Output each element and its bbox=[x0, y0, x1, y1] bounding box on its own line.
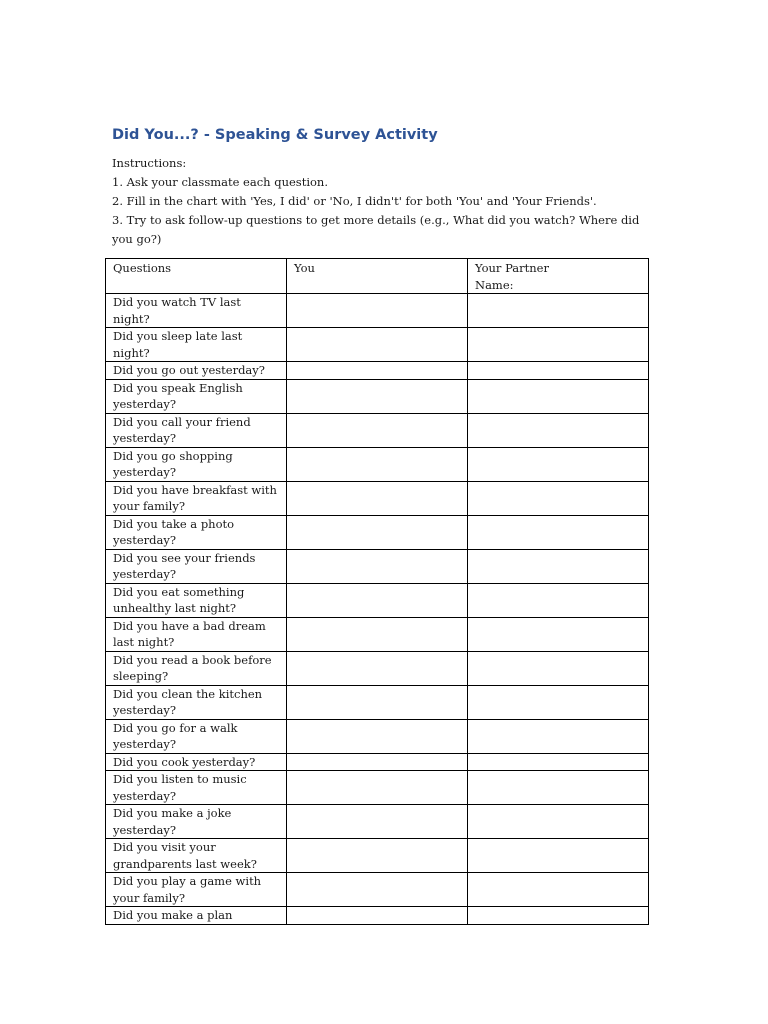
table-row bbox=[106, 753, 649, 771]
table-row bbox=[106, 685, 649, 719]
question-cell: Did you eat something unhealthy last night? bbox=[106, 583, 287, 617]
table-row bbox=[106, 583, 649, 617]
you-answer-cell[interactable] bbox=[287, 719, 468, 753]
question-cell: Did you clean the kitchen yesterday? bbox=[106, 685, 287, 719]
question-cell: Did you sleep late last night? bbox=[106, 328, 287, 362]
page-title: Did You...? - Speaking & Survey Activity bbox=[112, 127, 438, 143]
instruction-step-1: 1. Ask your classmate each question. bbox=[112, 175, 328, 189]
partner-answer-cell[interactable] bbox=[468, 651, 649, 685]
partner-answer-cell[interactable] bbox=[468, 873, 649, 907]
table-row bbox=[106, 719, 649, 753]
header-questions: Questions bbox=[106, 259, 287, 294]
question-cell: Did you make a plan bbox=[106, 907, 287, 925]
table-row bbox=[106, 413, 649, 447]
you-answer-cell[interactable] bbox=[287, 294, 468, 328]
header-you: You bbox=[287, 259, 468, 294]
you-answer-cell[interactable] bbox=[287, 617, 468, 651]
you-answer-cell[interactable] bbox=[287, 362, 468, 380]
partner-answer-cell[interactable] bbox=[468, 753, 649, 771]
you-answer-cell[interactable] bbox=[287, 907, 468, 925]
table-header-row bbox=[106, 259, 649, 294]
instruction-step-2: 2. Fill in the chart with 'Yes, I did' or 'No, I didn't' for both 'You' and 'Your Friends'. bbox=[112, 194, 597, 208]
partner-answer-cell[interactable] bbox=[468, 549, 649, 583]
question-cell: Did you have a bad dream last night? bbox=[106, 617, 287, 651]
you-answer-cell[interactable] bbox=[287, 379, 468, 413]
header-partner-label: Your Partner bbox=[475, 261, 549, 275]
table-row bbox=[106, 481, 649, 515]
partner-answer-cell[interactable] bbox=[468, 413, 649, 447]
instruction-step-3-line-1: 3. Try to ask follow-up questions to get more details (e.g., What did you watch? Where did bbox=[112, 213, 640, 227]
partner-answer-cell[interactable] bbox=[468, 771, 649, 805]
partner-answer-cell[interactable] bbox=[468, 617, 649, 651]
question-cell: Did you listen to music yesterday? bbox=[106, 771, 287, 805]
table-row bbox=[106, 379, 649, 413]
question-cell: Did you make a joke yesterday? bbox=[106, 805, 287, 839]
question-cell: Did you cook yesterday? bbox=[106, 753, 287, 771]
you-answer-cell[interactable] bbox=[287, 873, 468, 907]
question-cell: Did you take a photo yesterday? bbox=[106, 515, 287, 549]
instructions-heading: Instructions: bbox=[112, 156, 187, 170]
question-cell: Did you go shopping yesterday? bbox=[106, 447, 287, 481]
table-row bbox=[106, 907, 649, 925]
you-answer-cell[interactable] bbox=[287, 771, 468, 805]
table-row bbox=[106, 651, 649, 685]
table-row bbox=[106, 839, 649, 873]
question-cell: Did you go for a walk yesterday? bbox=[106, 719, 287, 753]
question-cell: Did you read a book before sleeping? bbox=[106, 651, 287, 685]
partner-answer-cell[interactable] bbox=[468, 328, 649, 362]
table-row bbox=[106, 515, 649, 549]
you-answer-cell[interactable] bbox=[287, 685, 468, 719]
partner-answer-cell[interactable] bbox=[468, 294, 649, 328]
partner-answer-cell[interactable] bbox=[468, 481, 649, 515]
table-row bbox=[106, 549, 649, 583]
partner-answer-cell[interactable] bbox=[468, 515, 649, 549]
table-row bbox=[106, 447, 649, 481]
table-row bbox=[106, 328, 649, 362]
you-answer-cell[interactable] bbox=[287, 413, 468, 447]
partner-answer-cell[interactable] bbox=[468, 907, 649, 925]
table-row bbox=[106, 617, 649, 651]
question-cell: Did you call your friend yesterday? bbox=[106, 413, 287, 447]
question-cell: Did you play a game with your family? bbox=[106, 873, 287, 907]
partner-answer-cell[interactable] bbox=[468, 447, 649, 481]
you-answer-cell[interactable] bbox=[287, 753, 468, 771]
header-your-partner bbox=[468, 259, 649, 294]
instruction-step-3-line-2: you go?) bbox=[112, 232, 162, 246]
you-answer-cell[interactable] bbox=[287, 481, 468, 515]
question-cell: Did you visit your grandparents last week? bbox=[106, 839, 287, 873]
question-cell: Did you watch TV last night? bbox=[106, 294, 287, 328]
table-row bbox=[106, 362, 649, 380]
partner-answer-cell[interactable] bbox=[468, 805, 649, 839]
partner-answer-cell[interactable] bbox=[468, 719, 649, 753]
table-row bbox=[106, 294, 649, 328]
you-answer-cell[interactable] bbox=[287, 328, 468, 362]
header-partner-name-label: Name: bbox=[475, 277, 514, 292]
partner-answer-cell[interactable] bbox=[468, 685, 649, 719]
table-row bbox=[106, 873, 649, 907]
worksheet-header bbox=[112, 124, 652, 249]
partner-answer-cell[interactable] bbox=[468, 583, 649, 617]
table-body bbox=[106, 294, 649, 925]
you-answer-cell[interactable] bbox=[287, 515, 468, 549]
partner-answer-cell[interactable] bbox=[468, 362, 649, 380]
question-cell: Did you go out yesterday? bbox=[106, 362, 287, 380]
question-cell: Did you have breakfast with your family? bbox=[106, 481, 287, 515]
you-answer-cell[interactable] bbox=[287, 651, 468, 685]
question-cell: Did you speak English yesterday? bbox=[106, 379, 287, 413]
you-answer-cell[interactable] bbox=[287, 805, 468, 839]
instructions bbox=[112, 154, 652, 249]
table-row bbox=[106, 771, 649, 805]
table-row bbox=[106, 805, 649, 839]
you-answer-cell[interactable] bbox=[287, 583, 468, 617]
you-answer-cell[interactable] bbox=[287, 447, 468, 481]
survey-table bbox=[105, 258, 649, 925]
partner-answer-cell[interactable] bbox=[468, 839, 649, 873]
you-answer-cell[interactable] bbox=[287, 839, 468, 873]
you-answer-cell[interactable] bbox=[287, 549, 468, 583]
partner-answer-cell[interactable] bbox=[468, 379, 649, 413]
question-cell: Did you see your friends yesterday? bbox=[106, 549, 287, 583]
